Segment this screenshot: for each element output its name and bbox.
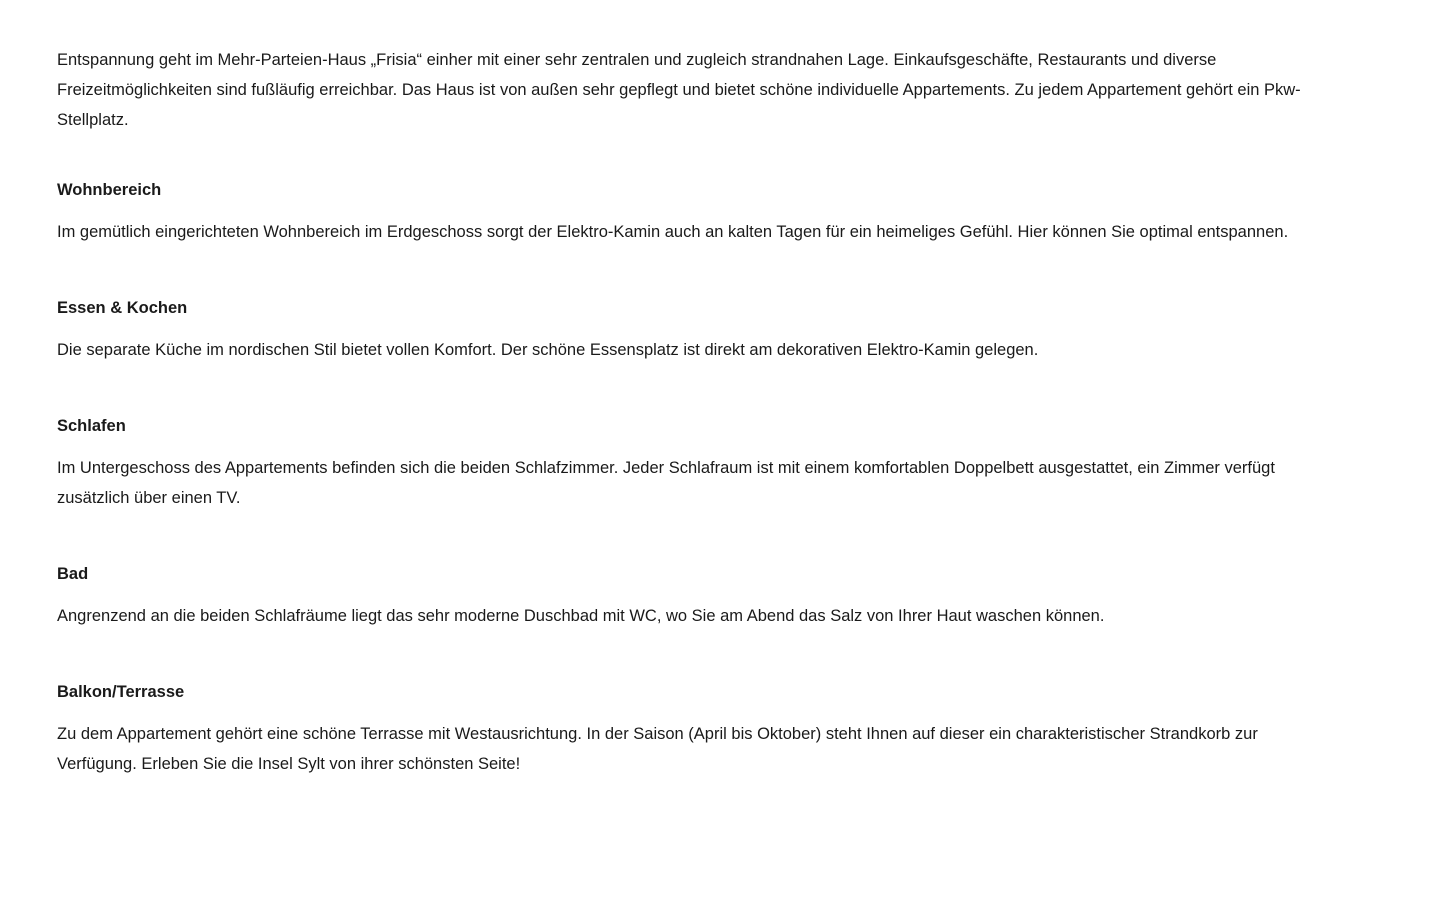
section-heading-essen-kochen: Essen & Kochen <box>57 299 188 317</box>
section-heading-wohnbereich: Wohnbereich <box>57 181 162 199</box>
intro-paragraph: Entspannung geht im Mehr-Parteien-Haus „Frisia“ einher mit einer sehr zentralen und zugleich strandnahen Lage. Einkaufsgeschäfte, Restaurants und diverse Freizeitmöglichkeiten sind fußläufig erreichbar. Das Haus ist von außen sehr gepflegt und bietet schöne individuelle Appartements. Zu jedem Appartement gehört ein Pkw-Stellplatz. <box>57 51 1301 129</box>
section-paragraph-bad: Angrenzend an die beiden Schlafräume liegt das sehr moderne Duschbad mit WC, wo Sie am Abend das Salz von Ihrer Haut waschen können. <box>57 607 1105 625</box>
section-wohnbereich <box>57 179 1340 247</box>
section-schlafen <box>57 415 1340 513</box>
section-paragraph-schlafen: Im Untergeschoss des Appartements befinden sich die beiden Schlafzimmer. Jeder Schlafraum ist mit einem komfortablen Doppelbett ausgestattet, ein Zimmer verfügt zusätzlich über einen TV. <box>57 459 1275 507</box>
section-paragraph-essen-kochen: Die separate Küche im nordischen Stil bietet vollen Komfort. Der schöne Essensplatz ist direkt am dekorativen Elektro-Kamin gelegen. <box>57 341 1039 359</box>
section-heading-schlafen: Schlafen <box>57 417 126 435</box>
section-paragraph-wohnbereich: Im gemütlich eingerichteten Wohnbereich im Erdgeschoss sorgt der Elektro-Kamin auch an kalten Tagen für ein heimeliges Gefühl. Hier können Sie optimal entspannen. <box>57 223 1289 241</box>
section-heading-balkon-terrasse: Balkon/Terrasse <box>57 683 185 701</box>
section-balkon-terrasse <box>57 681 1340 779</box>
section-paragraph-balkon-terrasse: Zu dem Appartement gehört eine schöne Terrasse mit Westausrichtung. In der Saison (April bis Oktober) steht Ihnen auf dieser ein charakteristischer Strandkorb zur Verfügung. Erleben Sie die Insel Sylt von ihrer schönsten Seite! <box>57 725 1258 773</box>
section-essen-kochen <box>57 297 1340 365</box>
section-bad <box>57 563 1340 631</box>
section-heading-bad: Bad <box>57 565 89 583</box>
